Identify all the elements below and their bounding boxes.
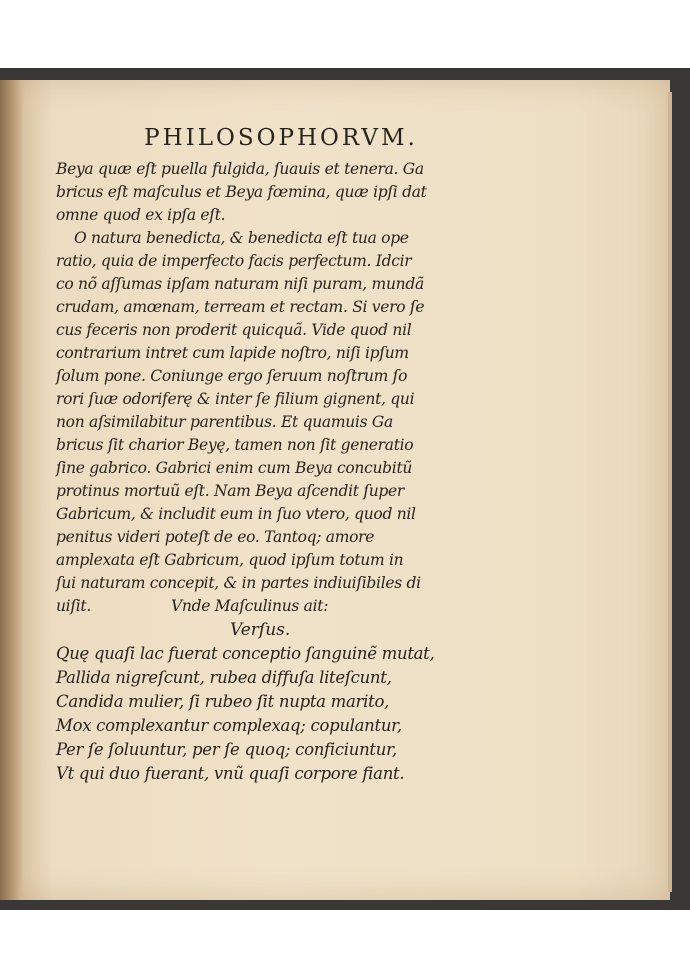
text-line: rori ſuæ odoriferę & inter ſe filium gignent, qui	[56, 390, 415, 408]
text-line: amplexata eſt Gabricum, quod ipſum totum in	[56, 551, 404, 569]
text-line: O natura benedicta, & benedicta eſt tua ope	[74, 229, 409, 247]
text-line: ſine gabrico. Gabrici enim cum Beya concubitũ	[56, 459, 413, 477]
text-line: cus feceris non proderit quicquã. Vide quod nil	[56, 321, 412, 339]
verse-line: Mox complexantur complexaq; copulantur,	[56, 716, 402, 735]
book-gutter	[0, 80, 22, 900]
verse-line: Pallida nigreſcunt, rubea diffuſa liteſcunt,	[56, 668, 392, 687]
text-line: bricus eſt maſculus et Beya fœmina, quæ ipſi dat	[56, 183, 427, 201]
verse-line: Vt qui duo fuerant, vnũ quaſi corpore fiant.	[56, 764, 405, 783]
section-lead-in: Vnde Maſculinus ait:	[171, 597, 329, 615]
verse-line: Per ſe ſoluuntur, per ſe quoq; conficiuntur,	[56, 740, 397, 759]
text-line: ſui naturam concepit, & in partes indiuiſibiles di	[56, 574, 421, 592]
text-line: omne quod ex ipſa eſt.	[56, 206, 226, 224]
text-line: bricus ſit charior Beyę, tamen non ſit generatio	[56, 436, 414, 454]
running-head: PHILOSOPHORVM.	[144, 125, 418, 151]
text-line: co nõ aſſumas ipſam naturam niſi puram, mundã	[56, 275, 424, 293]
text-line: ratio, quia de imperfecto facis perfectum. Idcir	[56, 252, 412, 270]
page-edge	[668, 92, 672, 892]
text-line: penitus videri poteſt de eo. Tantoq; amore	[56, 528, 375, 546]
verse-line: Quę quaſi lac fuerat conceptio ſanguinẽ mutat,	[56, 644, 435, 663]
text-line: Beya quæ eſt puella fulgida, ſuauis et tenera. Ga	[56, 160, 424, 178]
text-line: Gabricum, & includit eum in ſuo vtero, quod nil	[56, 505, 416, 523]
text-line: contrarium intret cum lapide noſtro, niſi ipſum	[56, 344, 409, 362]
verse-heading: Verſus.	[230, 620, 291, 640]
text-line: non aſsimilabitur parentibus. Et quamuis Ga	[56, 413, 393, 431]
text-line-last	[56, 595, 466, 618]
verse-line: Candida mulier, ſi rubeo ſit nupta marito,	[56, 692, 390, 711]
text-line: ſolum pone. Coniunge ergo ſeruum noſtrum ſo	[56, 367, 408, 385]
text-line: uiſit.	[56, 597, 91, 615]
text-line: protinus mortuũ eſt. Nam Beya aſcendit ſuper	[56, 482, 405, 500]
text-line: crudam, amœnam, terream et rectam. Si vero ſe	[56, 298, 425, 316]
page-text	[56, 122, 466, 786]
